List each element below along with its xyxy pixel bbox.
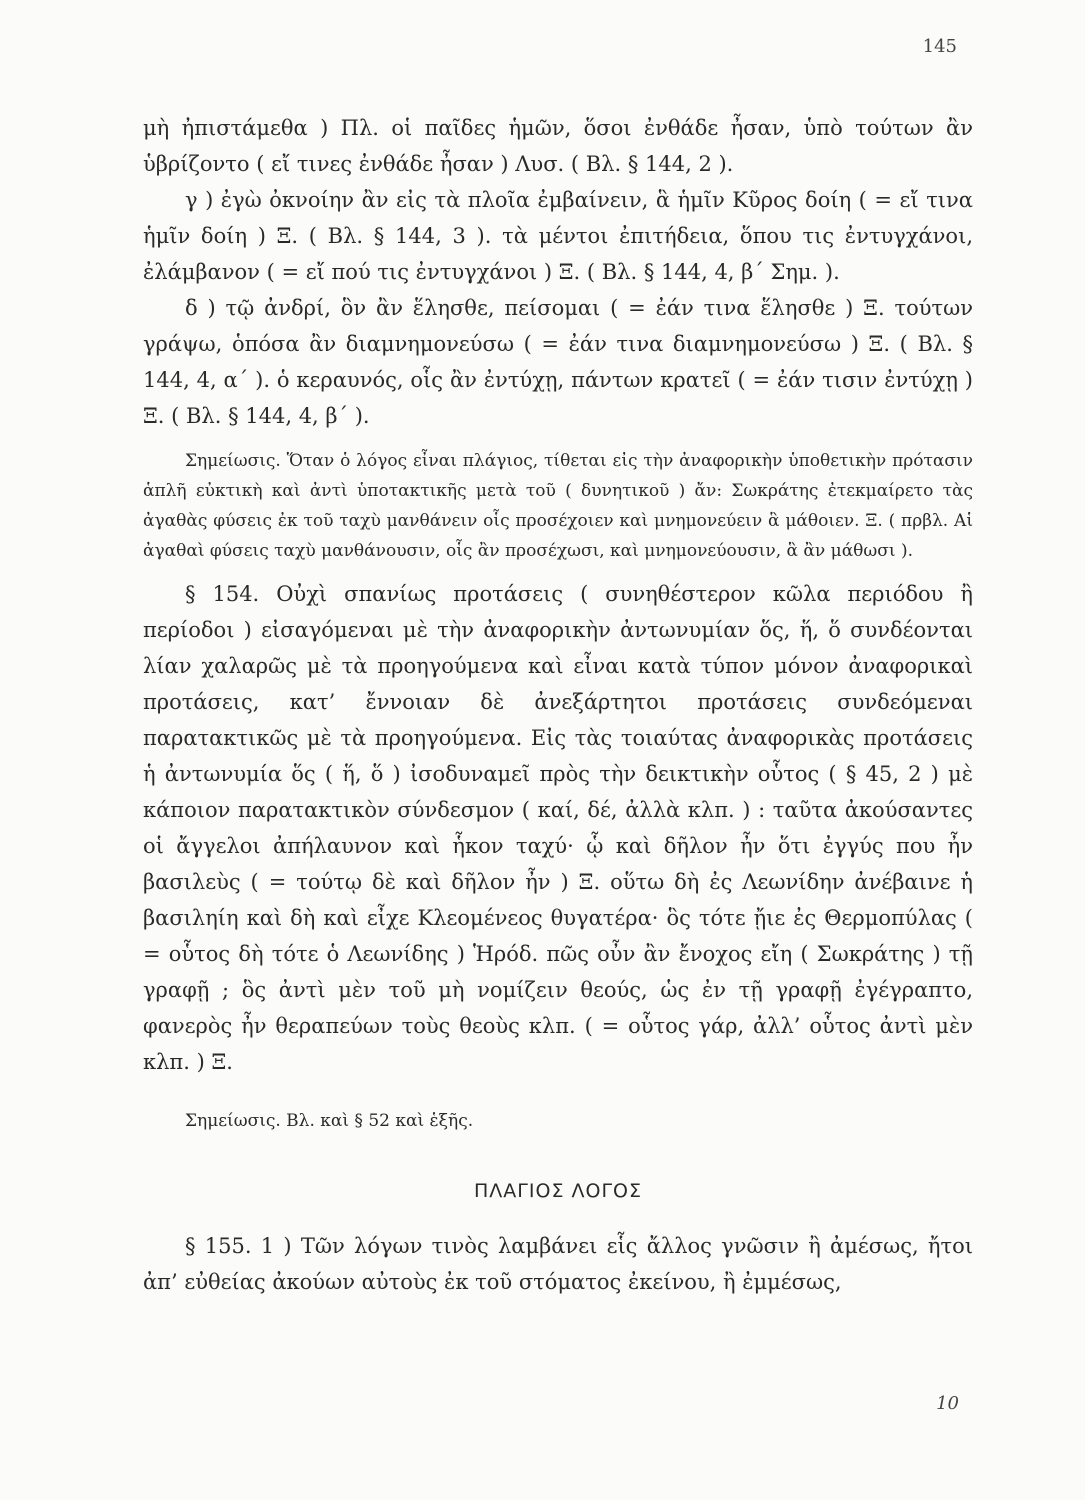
section-154: § 154. Οὐχὶ σπανίως προτάσεις ( συνηθέστερον κῶλα περιόδου ἢ περίοδοι ) εἰσαγόμεναι μὲ τὴν ἀναφορικὴν ἀντωνυμίαν ὅς, ἥ, ὅ συνδέονται λίαν χαλαρῶς μὲ τὰ προηγούμενα καὶ εἶναι κατὰ τύπον μόνον ἀναφορικαὶ προτάσεις, κατ’ ἔννοιαν δὲ ἀνεξάρτητοι προτάσεις συνδεόμεναι παρατακτικῶς μὲ τὰ προηγούμενα. Εἰς τὰς τοιαύτας ἀναφορικὰς προτάσεις ἡ ἀντωνυμία ὅς ( ἥ, ὅ ) ἰσοδυναμεῖ πρὸς τὴν δεικτικὴν οὗτος ( § 45, 2 ) μὲ κάποιον παρατακτικὸν σύνδεσμον ( καί, δέ, ἀλλὰ κλπ. ) : ταῦτα ἀκούσαντες οἱ ἄγγελοι ἀπήλαυνον καὶ ἧκον ταχύ· ᾧ καὶ δῆλον ἦν ὅτι ἐγγύς που ἦν βασιλεὺς ( = τούτῳ δὲ καὶ δῆλον ἦν ) Ξ. οὕτω δὴ ἐς Λεωνίδην ἀνέβαινε ἡ βασιληίη καὶ δὴ καὶ εἶχε Κλεομένεος θυγατέρα· ὃς τότε ᾔιε ἐς Θερμοπύλας ( = οὗτος δὴ τότε ὁ Λεωνίδης ) Ἡρόδ. πῶς οὖν ἂν ἔνοχος εἴη ( Σωκράτης ) τῇ γραφῇ ; ὃς ἀντὶ μὲν τοῦ μὴ νομίζειν θεούς, ὡς ἐν τῇ γραφῇ ἐγέγραπτο, φανερὸς ἦν θεραπεύων τοὺς θεοὺς κλπ. ( = οὗτος γάρ, ἀλλ’ οὗτος ἀντὶ μὲν κλπ. ) Ξ. (143, 582, 973, 1074)
paragraph-continuation: μὴ ἠπιστάμεθα ) Πλ. οἱ παῖδες ἡμῶν, ὅσοι ἐνθάδε ἦσαν, ὑπὸ τούτων ἂν ὑβρίζοντο ( εἴ τινες ἐνθάδε ἦσαν ) Λυσ. ( Βλ. § 144, 2 ). (143, 116, 973, 176)
page-content (143, 110, 973, 1300)
note-reference: Σημείωσις. Βλ. καὶ § 52 καὶ ἑξῆς. (185, 1111, 474, 1131)
section-155: § 155. 1 ) Τῶν λόγων τινὸς λαμβάνει εἷς ἄλλος γνῶσιν ἢ ἀμέσως, ἤτοι ἀπ’ εὐθείας ἀκούων αὐτοὺς ἐκ τοῦ στόματος ἐκείνου, ἢ ἐμμέσως, (143, 1234, 973, 1294)
page-number: 145 (922, 36, 957, 57)
section-heading: ΠΛΑΓΙΟΣ ΛΟΓΟΣ (474, 1180, 642, 1202)
note-plagios: Σημείωσις. Ὅταν ὁ λόγος εἶναι πλάγιος, τίθεται εἰς τὴν ἀναφορικὴν ὑποθετικὴν πρότασιν ἁπλῆ εὐκτικὴ καὶ ἀντὶ ὑποτακτικῆς μετὰ τοῦ ( δυνητικοῦ ) ἄν: Σωκράτης ἐτεκμαίρετο τὰς ἀγαθὰς φύσεις ἐκ τοῦ ταχὺ μανθάνειν οἷς προσέχοιεν καὶ μνημονεύειν ἃ μάθοιεν. Ξ. ( πρβλ. Αἱ ἀγαθαὶ φύσεις ταχὺ μανθάνουσιν, οἷς ἂν προσέχωσι, καὶ μνημονεύουσιν, ἃ ἂν μάθωσι ). (143, 451, 973, 561)
paragraph-gamma: γ ) ἐγὼ ὀκνοίην ἂν εἰς τὰ πλοῖα ἐμβαίνειν, ἃ ἡμῖν Κῦρος δοίη ( = εἴ τινα ἡμῖν δοίη ) Ξ. ( Βλ. § 144, 3 ). τὰ μέντοι ἐπιτήδεια, ὅπου τις ἐντυγχάνοι, ἐλάμβανον ( = εἴ πού τις ἐντυγχάνοι ) Ξ. ( Βλ. § 144, 4, β΄ Σημ. ). (143, 188, 973, 284)
paragraph-delta: δ ) τῷ ἀνδρί, ὃν ἂν ἕλησθε, πείσομαι ( = ἐάν τινα ἕλησθε ) Ξ. τούτων γράψω, ὁπόσα ἂν διαμνημονεύσω ( = ἐάν τινα διαμνημονεύσω ) Ξ. ( Βλ. § 144, 4, α΄ ). ὁ κεραυνός, οἷς ἂν ἐντύχῃ, πάντων κρατεῖ ( = ἐάν τισιν ἐντύχῃ ) Ξ. ( Βλ. § 144, 4, β΄ ). (143, 296, 973, 428)
footer-number: 10 (936, 1393, 959, 1414)
